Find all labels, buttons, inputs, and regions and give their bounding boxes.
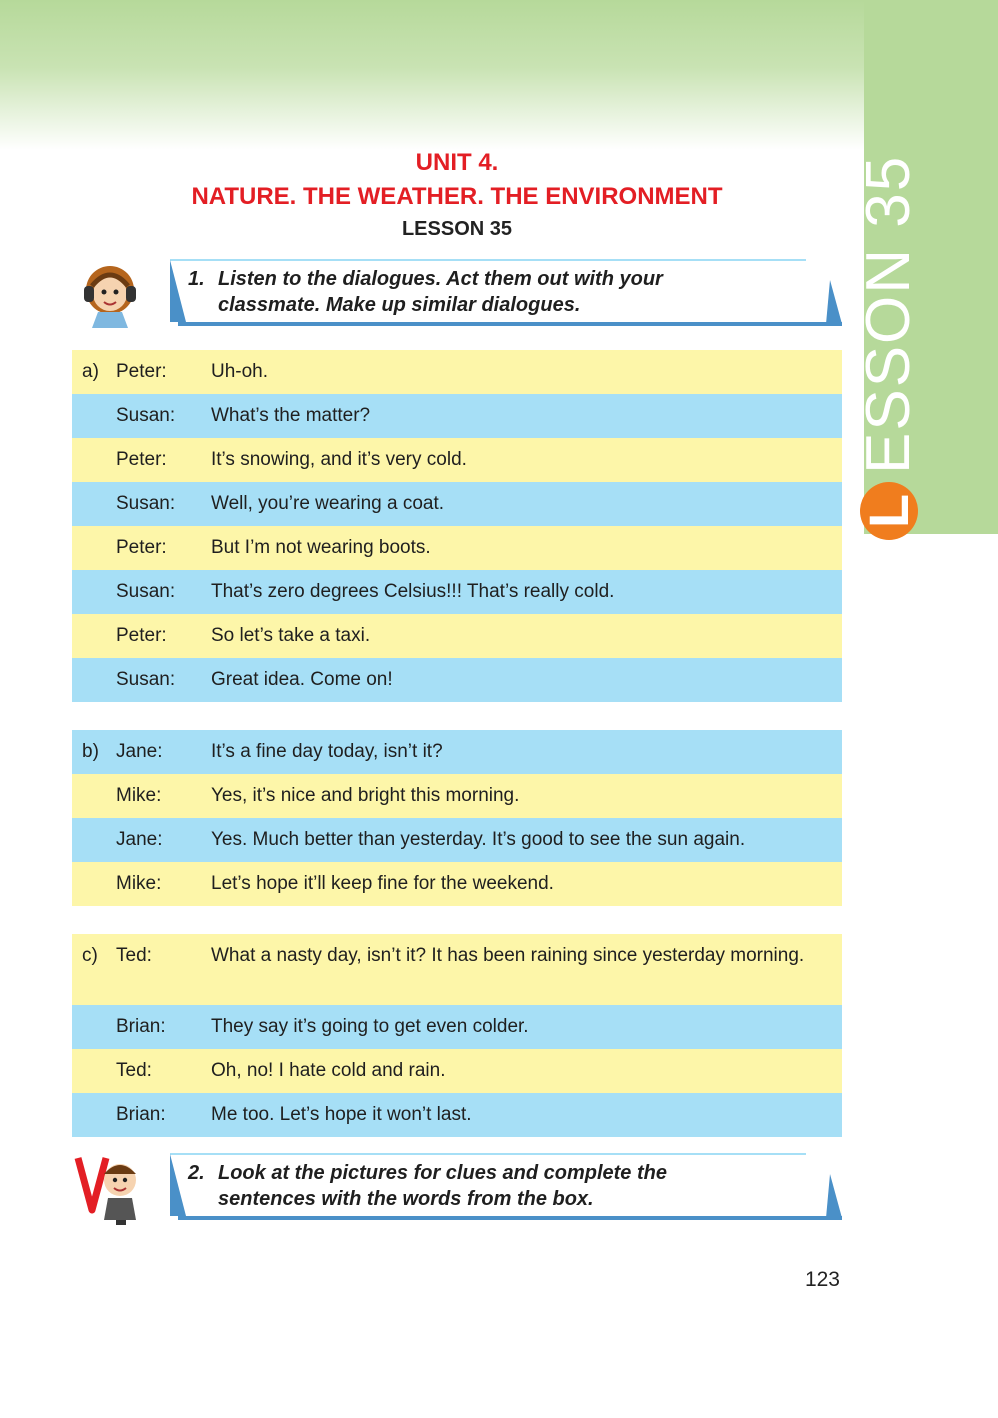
- speaker: Peter:: [116, 537, 167, 558]
- side-lesson-label: ESSON 35: [854, 154, 923, 474]
- header-band: [0, 0, 864, 150]
- dialogue-row: [72, 774, 842, 818]
- dialogue-row: [72, 934, 842, 1005]
- task-instruction-line2: sentences with the words from the box.: [218, 1188, 594, 1210]
- dialogue-row: [72, 438, 842, 482]
- speaker: Susan:: [116, 405, 176, 426]
- dialogue-row: [72, 350, 842, 394]
- speaker: Peter:: [116, 361, 167, 382]
- dialogue-letter: a): [82, 361, 99, 382]
- line-text: They say it’s going to get even colder.: [211, 1016, 529, 1037]
- lesson-title: LESSON 35: [401, 218, 513, 240]
- dialogue-a: [72, 350, 842, 702]
- line-text: What’s the matter?: [211, 405, 371, 426]
- speaker: Susan:: [116, 493, 176, 514]
- line-text: Great idea. Come on!: [211, 669, 393, 690]
- line-text: Uh-oh.: [211, 361, 269, 382]
- speaker: Mike:: [116, 873, 162, 894]
- dialogue-c: [72, 934, 842, 1137]
- dialogue-row: [72, 526, 842, 570]
- unit-number: UNIT 4.: [415, 149, 499, 176]
- speaker: Jane:: [116, 829, 163, 850]
- dialogue-row: [72, 482, 842, 526]
- task-banner: [166, 1150, 842, 1222]
- dialogue-letter: c): [82, 945, 98, 966]
- task-instruction-line2: classmate. Make up similar dialogues.: [218, 294, 581, 316]
- dialogue-b: [72, 730, 842, 906]
- dialogue-row: [72, 1049, 842, 1093]
- task-number: 1.: [188, 268, 205, 290]
- dialogue-row: [72, 570, 842, 614]
- line-text: It’s snowing, and it’s very cold.: [211, 449, 467, 470]
- boy-with-letter-v-icon: [72, 1150, 148, 1226]
- speaker: Peter:: [116, 449, 167, 470]
- speaker: Susan:: [116, 669, 176, 690]
- dialogue-row: [72, 1005, 842, 1049]
- dialogue-row: [72, 862, 842, 906]
- line-text: Me too. Let’s hope it won’t last.: [211, 1104, 472, 1125]
- dialogue-row: [72, 394, 842, 438]
- task-banner: [166, 256, 842, 328]
- speaker: Peter:: [116, 625, 167, 646]
- speaker: Ted:: [116, 1060, 152, 1081]
- line-text: That’s zero degrees Celsius!!! That’s really cold.: [211, 581, 615, 602]
- dialogue-row: [72, 818, 842, 862]
- speaker: Susan:: [116, 581, 176, 602]
- girl-with-headphones-icon: [72, 256, 148, 332]
- speaker: Brian:: [116, 1016, 166, 1037]
- task-1: [72, 256, 842, 332]
- dialogue-letter: b): [82, 741, 99, 762]
- dialogue-row: [72, 1093, 842, 1137]
- line-text: Yes. Much better than yesterday. It’s good to see the sun again.: [211, 829, 746, 850]
- unit-title: [72, 146, 842, 214]
- speaker: Ted:: [116, 945, 152, 966]
- line-text: So let’s take a taxi.: [211, 625, 371, 646]
- unit-subtitle: NATURE. THE WEATHER. THE ENVIRONMENT: [191, 183, 723, 210]
- speaker: Mike:: [116, 785, 162, 806]
- side-lesson-initial: L: [860, 482, 918, 540]
- side-lesson-tab: [854, 154, 923, 540]
- line-text: But I’m not wearing boots.: [211, 537, 431, 558]
- task-number: 2.: [188, 1162, 205, 1184]
- line-text: Well, you’re wearing a coat.: [211, 493, 445, 514]
- speaker: Jane:: [116, 741, 163, 762]
- task-2: [72, 1150, 842, 1226]
- line-text: What a nasty day, isn’t it? It has been raining since yesterday morning.: [211, 945, 805, 966]
- dialogue-row: [72, 614, 842, 658]
- dialogue-row: [72, 730, 842, 774]
- page-number: 123: [804, 1268, 840, 1291]
- speaker: Brian:: [116, 1104, 166, 1125]
- line-text: Let’s hope it’ll keep fine for the weekend.: [211, 873, 554, 894]
- task-instruction-line1: Look at the pictures for clues and complete the: [218, 1162, 667, 1184]
- line-text: It’s a fine day today, isn’t it?: [211, 741, 443, 762]
- task-instruction-line1: Listen to the dialogues. Act them out with your: [218, 268, 663, 290]
- dialogue-row: [72, 658, 842, 702]
- line-text: Yes, it’s nice and bright this morning.: [211, 785, 520, 806]
- line-text: Oh, no! I hate cold and rain.: [211, 1060, 446, 1081]
